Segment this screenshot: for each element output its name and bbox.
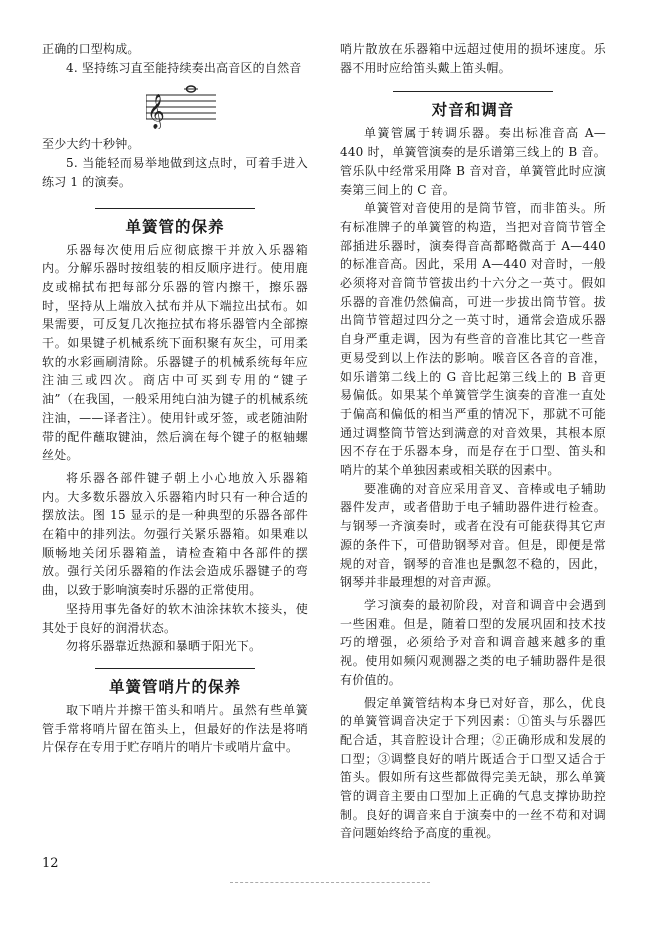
svg-text:𝄞: 𝄞 xyxy=(147,94,165,130)
left-column xyxy=(42,40,308,757)
section-heading-care: 单簧管的保养 xyxy=(125,217,225,236)
page-bottom-divider xyxy=(230,882,430,883)
treble-clef-staff-icon xyxy=(146,83,216,129)
paragraph: 学习演奏的最初阶段，对音和调音中会遇到一些困难。但是，随着口型的发展巩固和技术技巧的增强，必须给予对音和调音越来越多的重视。使用如频闪观测器之类的电子辅助器件是很有价值的。 xyxy=(340,597,606,687)
music-staff-figure xyxy=(146,83,216,129)
paragraph: 要准确的对音应采用音叉、音棒或电子辅助器件发声，或者借助于电子辅助器件进行检查。与钢琴一齐演奏时，或者在没有可能获得其它声源的条件下，可借助钢琴对音。但是，即便是常规的对音，钢琴的音准也是飘忽不稳的，因此，钢琴并非最理想的对音声源。 xyxy=(340,481,606,590)
divider xyxy=(95,208,255,209)
section-heading-tuning: 对音和调音 xyxy=(431,101,515,120)
paragraph: 哨片散放在乐器箱中远超过使用的损坏速度。乐器不用时应给笛头戴上笛头帽。 xyxy=(340,42,606,75)
divider xyxy=(393,91,553,92)
paragraph-item-5: 5. 当能轻而易举地做到这点时，可着手进入练习 1 的演奏。 xyxy=(42,156,308,189)
paragraph: 正确的口型构成。 xyxy=(42,42,140,56)
paragraph: 单簧管属于转调乐器。奏出标准音高 A—440 时，单簧管演奏的是乐谱第三线上的 B 音。管乐队中经常采用降 B 音对音，单簧管此时应演奏第三间上的 C 音。 xyxy=(340,126,606,197)
paragraph: 单簧管对音使用的是筒节管，而非笛头。所有标准牌子的单簧管的构造，当把对音筒节管全部插进乐器时，演奏得音高都略微高于 A—440 的标准音高。因此，采用 A—440 对音时，一般必须将对音筒节管拔出约十六分之一英寸。假如乐器的音准仍然偏高，可进一步拔出筒节管。拔出筒节管超过四分之一英寸时，通常会造成乐器自身严重走调，因为有些音的音准比其它一些音更易受到以上作法的影响。喉音区各音的音准，如乐谱第二线上的 G 音比起第三线上的 B 音更易偏低。如果某个单簧管学生演奏的音准一直处于偏高和偏低的相当严重的情况下，那就不可能通过调整筒节管达到满意的对音效果，其根本原因不存在于乐器本身，而是存在于口型、笛头和哨片的某个单独因素或相关联的因素中。 xyxy=(340,201,606,478)
paragraph: 勿将乐器靠近热源和暴晒于阳光下。 xyxy=(66,639,262,654)
paragraph-item-4: 4. 坚持练习直至能持续奏出高音区的自然音 xyxy=(66,60,302,75)
paragraph: 坚持用事先备好的软木油涂抹软木接头，使其处于良好的润滑状态。 xyxy=(42,601,308,635)
paragraph: 假定单簧管结构本身已对好音，那么，优良的单簧管调音决定于下列因素：①笛头与乐器匹配合适，其音腔设计合理；②正确形成和发展的口型；③调整良好的哨片既适合于口型又适合于笛头。假如所有这些都做得完美无缺，那么单簧管的调音主要由口型加上正确的气息支撑协助控制。良好的调音来自于演奏中的一丝不苟和对调音问题始终给予高度的重视。 xyxy=(340,695,606,841)
paragraph: 将乐器各部件键子朝上小心地放入乐器箱内。大多数乐器放入乐器箱内时只有一种合适的摆放法。图 15 显示的是一种典型的乐器各部件在箱中的排列法。勿强行关紧乐器箱。如果难以顺畅地关闭乐器箱盖，请检查箱中各部件的摆放。强行关闭乐器箱的作法会造成乐器键子的弯曲，以致于影响演奏时乐器的正常使用。 xyxy=(42,470,308,598)
paragraph: 至少大约十秒钟。 xyxy=(42,137,140,152)
section-heading-reed: 单簧管哨片的保养 xyxy=(108,677,241,696)
paragraph: 乐器每次使用后应彻底擦干并放入乐器箱内。分解乐器时按组装的相反顺序进行。使用鹿皮或棉拭布把每部分乐器的管内擦干，擦乐器时，坚持从上端放入拭布并从下端拉出拭布。如果需要，可反复几次拖拉拭布将乐器管内全部擦干。如果键子机械系统下面积聚有灰尘，可用柔软的水彩画刷清除。乐器键子的机械系统每年应注油三或四次。商店中可买到专用的“键子油”（在我国，一般采用纯白油为键子的机械系统注油，——译者注）。使用针或牙签，或老随油附带的配件蘸取键油，然后滴在每个键子的枢轴螺丝处。 xyxy=(42,242,308,463)
paragraph: 取下哨片并擦干笛头和哨片。虽然有些单簧管手常将哨片留在笛头上，但最好的作法是将哨片保存在专用于贮存哨片的哨片卡或哨片盒中。 xyxy=(42,702,308,755)
page-number: 12 xyxy=(42,856,59,871)
right-column xyxy=(340,40,606,843)
divider xyxy=(95,668,255,669)
